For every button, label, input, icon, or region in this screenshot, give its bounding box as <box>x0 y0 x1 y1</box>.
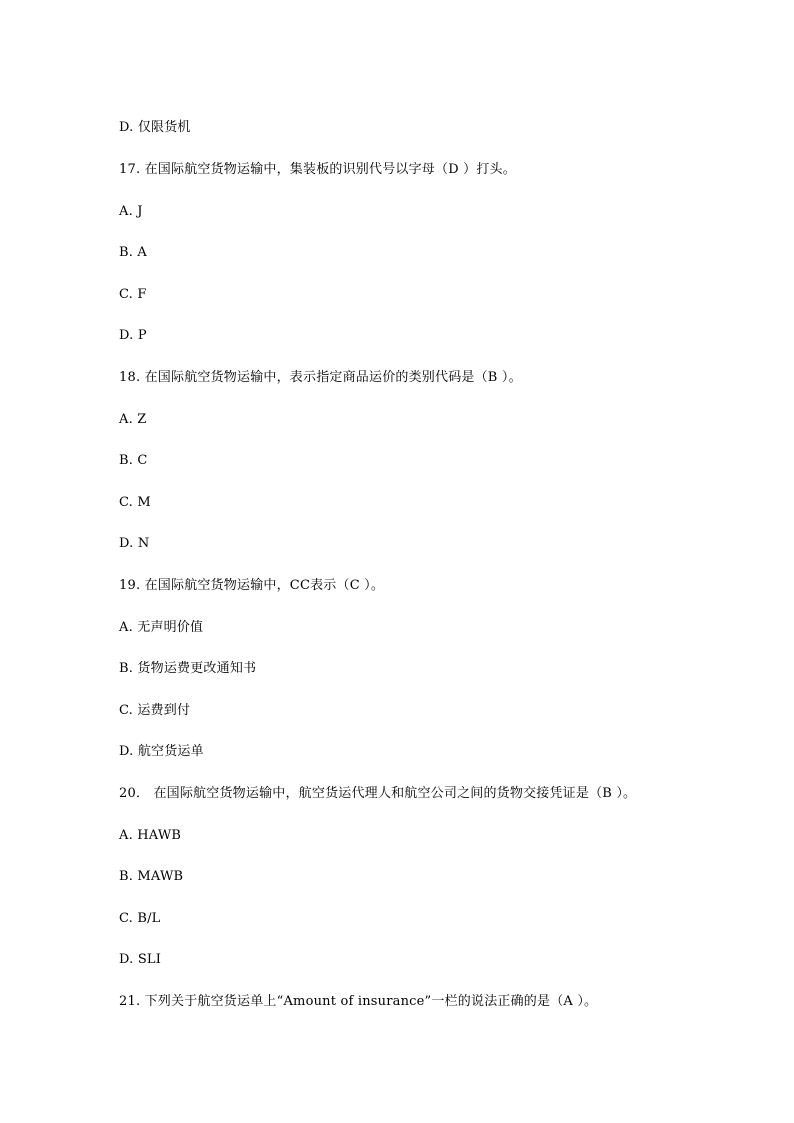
option-a-q17: A. J <box>119 204 143 219</box>
option-b-q17: B. A <box>119 245 148 260</box>
option-d-q18: D. N <box>119 536 150 551</box>
option-c-q17: C. F <box>119 287 147 302</box>
question-17: 17. 在国际航空货物运输中，集装板的识别代号以字母（D ）打头。 <box>119 162 516 177</box>
option-d-q16: D. 仅限货机 <box>119 120 191 135</box>
option-c-q18: C. M <box>119 495 151 510</box>
option-d-q19: D. 航空货运单 <box>119 744 204 759</box>
option-c-q19: C. 运费到付 <box>119 703 191 718</box>
question-19: 19. 在国际航空货物运输中，CC表示（C ）。 <box>119 578 385 593</box>
option-b-q19: B. 货物运费更改通知书 <box>119 661 257 676</box>
option-d-q17: D. P <box>119 328 147 343</box>
question-18: 18. 在国际航空货物运输中，表示指定商品运价的类别代码是（B ）。 <box>119 370 522 385</box>
question-20: 20． 在国际航空货物运输中，航空货运代理人和航空公司之间的货物交接凭证是（B ）。 <box>119 786 637 801</box>
question-21: 21. 下列关于航空货运单上“Amount of insurance”一栏的说法正确的是（A ）。 <box>119 994 598 1009</box>
option-a-q20: A. HAWB <box>119 828 182 843</box>
option-d-q20: D. SLI <box>119 952 162 967</box>
option-a-q18: A. Z <box>119 412 147 427</box>
option-b-q18: B. C <box>119 453 148 468</box>
option-b-q20: B. MAWB <box>119 869 184 884</box>
option-a-q19: A. 无声明价值 <box>119 620 204 635</box>
option-c-q20: C. B/L <box>119 911 161 926</box>
